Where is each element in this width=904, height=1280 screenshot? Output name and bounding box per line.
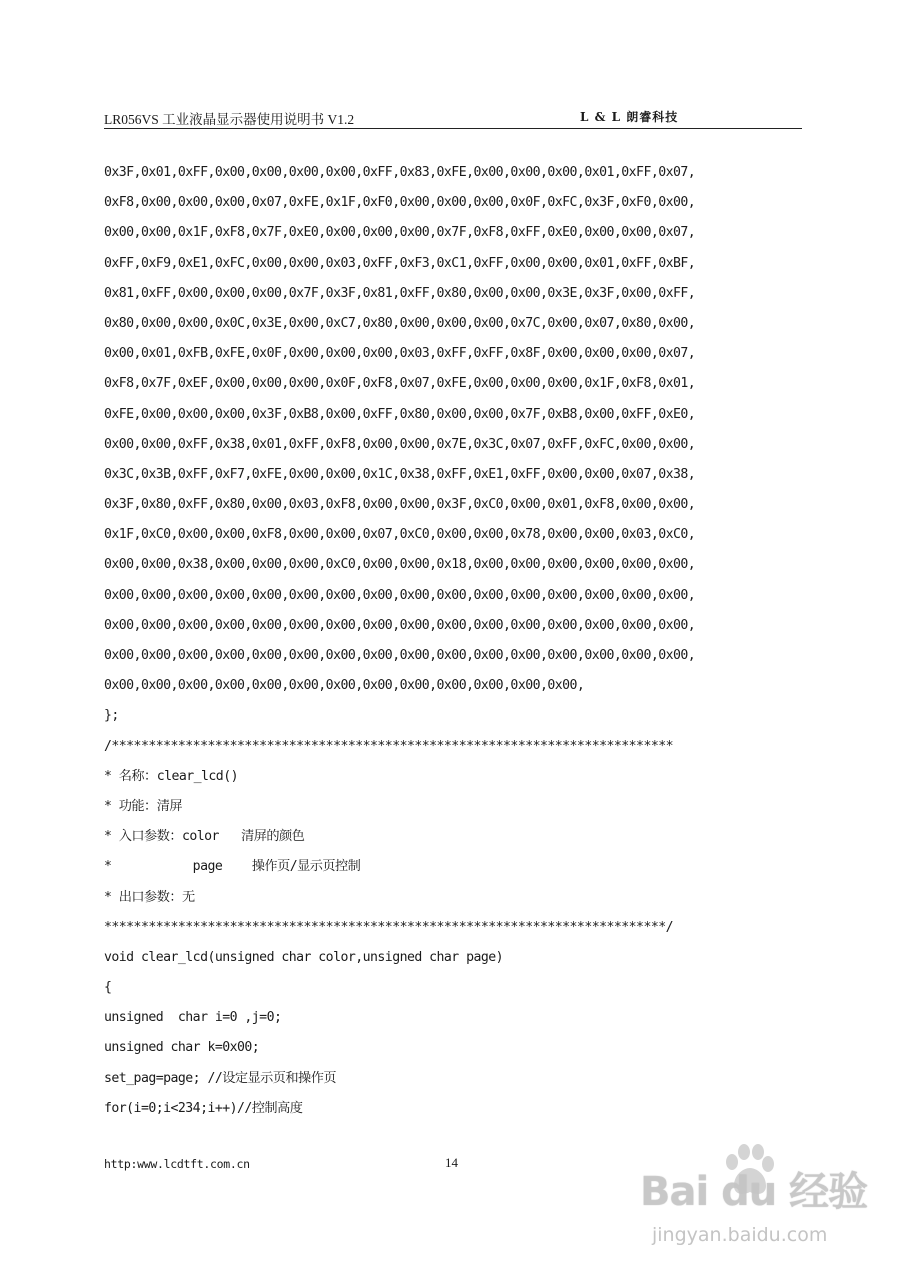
text-line: 0xF8,0x00,0x00,0x00,0x07,0xFE,0x1F,0xF0,0x00,0x00,0x00,0x0F,0xFC,0x3F,0xF0,0x00, [104,195,696,211]
text-line: * 入口参数：color 清屏的颜色 [104,829,305,845]
text-line: 0x3C,0x3B,0xFF,0xF7,0xFE,0x00,0x00,0x1C,0x38,0xFF,0xE1,0xFF,0x00,0x00,0x07,0x38, [104,466,696,482]
text-line: }; [104,708,119,724]
page-header [104,106,802,129]
page-number: 14 [445,1155,458,1170]
header-title: LR056VS 工业液晶显示器使用说明书 V1.2 [104,112,355,127]
text-line: 0xFE,0x00,0x00,0x00,0x3F,0xB8,0x00,0xFF,0x80,0x00,0x00,0x7F,0xB8,0x00,0xFF,0xE0, [104,406,696,422]
text-line: 0x00,0x00,0xFF,0x38,0x01,0xFF,0xF8,0x00,0x00,0x7E,0x3C,0x07,0xFF,0xFC,0x00,0x00, [104,436,696,452]
text-line: * 出口参数：无 [104,889,195,905]
text-line: 0xF8,0x7F,0xEF,0x00,0x00,0x00,0x0F,0xF8,0x07,0xFE,0x00,0x00,0x00,0x1F,0xF8,0x01, [104,376,696,392]
text-line: 0x3F,0x01,0xFF,0x00,0x00,0x00,0x00,0xFF,0x83,0xFE,0x00,0x00,0x00,0x01,0xFF,0x07, [104,165,696,180]
text-line: ****************************************************************************/ [104,919,673,935]
header-company: L & L 朗睿科技 [580,110,679,124]
text-line: * 名称：clear_lcd() [104,768,238,784]
text-line: { [104,980,112,996]
text-line: 0x00,0x00,0x00,0x00,0x00,0x00,0x00,0x00,0x00,0x00,0x00,0x00,0x00,0x00,0x00,0x00, [104,617,696,633]
text-line: for(i=0;i<234;i++)//控制高度 [104,1100,303,1116]
text-line: unsigned char k=0x00; [104,1040,260,1056]
watermark-logo: Bai du 经验 [640,1169,868,1215]
baidu-jingyan-watermark [640,1140,880,1260]
text-line: * page 操作页/显示页控制 [104,859,361,875]
text-line: 0x81,0xFF,0x00,0x00,0x00,0x7F,0x3F,0x81,0xFF,0x80,0x00,0x00,0x3E,0x3F,0x00,0xFF, [104,285,696,301]
text-line: 0x00,0x00,0x00,0x00,0x00,0x00,0x00,0x00,0x00,0x00,0x00,0x00,0x00,0x00,0x00,0x00, [104,587,696,603]
text-line: 0x00,0x00,0x00,0x00,0x00,0x00,0x00,0x00,0x00,0x00,0x00,0x00,0x00, [104,678,585,694]
text-line: void clear_lcd(unsigned char color,unsigned char page) [104,949,504,965]
text-line: * 功能：清屏 [104,798,182,814]
text-line: 0x1F,0xC0,0x00,0x00,0xF8,0x00,0x00,0x07,0xC0,0x00,0x00,0x78,0x00,0x00,0x03,0xC0, [104,527,696,543]
text-line: 0xFF,0xF9,0xE1,0xFC,0x00,0x00,0x03,0xFF,0xF3,0xC1,0xFF,0x00,0x00,0x01,0xFF,0xBF, [104,255,696,271]
text-line: 0x80,0x00,0x00,0x0C,0x3E,0x00,0xC7,0x80,0x00,0x00,0x00,0x7C,0x00,0x07,0x80,0x00, [104,315,696,331]
text-line: unsigned char i=0 ,j=0; [104,1010,282,1026]
text-line: 0x3F,0x80,0xFF,0x80,0x00,0x03,0xF8,0x00,0x00,0x3F,0xC0,0x00,0x01,0xF8,0x00,0x00, [104,497,696,513]
text-line: 0x00,0x00,0x1F,0xF8,0x7F,0xE0,0x00,0x00,0x00,0x7F,0xF8,0xFF,0xE0,0x00,0x00,0x07, [104,225,696,241]
text-line: 0x00,0x00,0x00,0x00,0x00,0x00,0x00,0x00,0x00,0x00,0x00,0x00,0x00,0x00,0x00,0x00, [104,648,696,663]
text-line: 0x00,0x00,0x38,0x00,0x00,0x00,0xC0,0x00,0x00,0x18,0x00,0x00,0x00,0x00,0x00,0x00, [104,557,696,573]
text-line: set_pag=page; //设定显示页和操作页 [104,1070,336,1086]
text-line: 0x00,0x01,0xFB,0xFE,0x0F,0x00,0x00,0x00,0x03,0xFF,0xFF,0x8F,0x00,0x00,0x00,0x07, [104,346,696,362]
code-listing [104,158,784,1124]
footer-url: http:www.lcdtft.com.cn [104,1157,250,1171]
text-line: /**************************************************************************** [104,738,673,754]
watermark-url: jingyan.baidu.com [652,1224,828,1246]
